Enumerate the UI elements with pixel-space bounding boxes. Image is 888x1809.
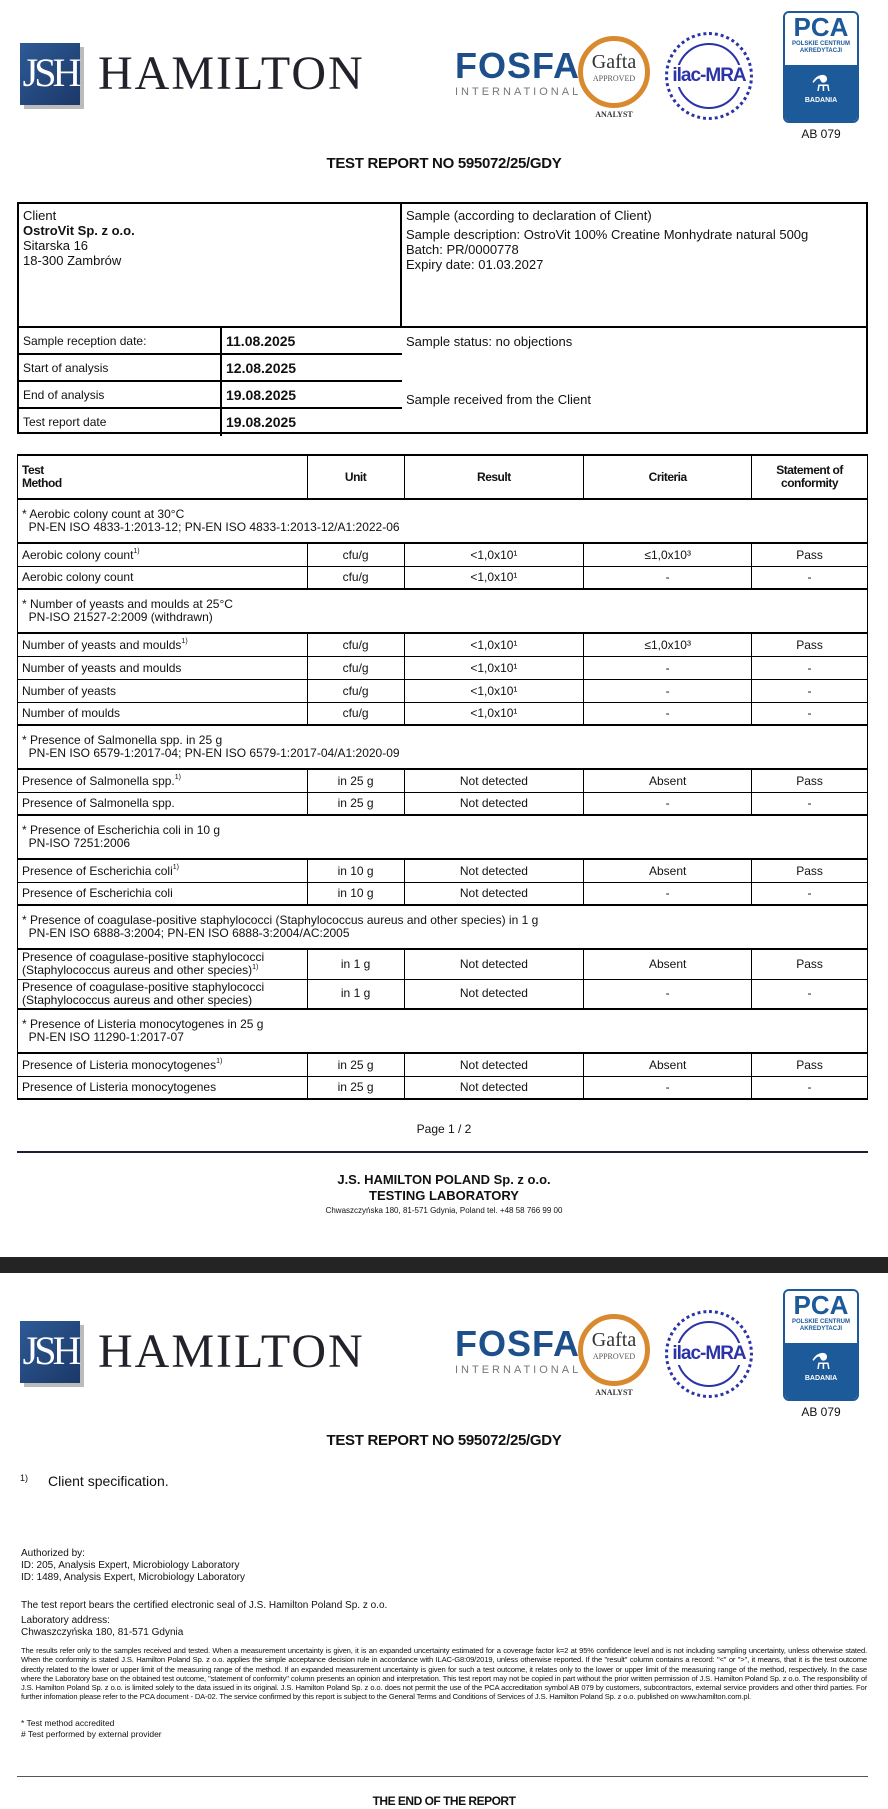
cell-conformity: - <box>752 979 868 1009</box>
cell-result: Not detected <box>404 769 584 792</box>
hamilton-logo-wordmark: HAMILTON <box>98 47 365 100</box>
cell-test: Presence of Salmonella spp. <box>18 792 308 815</box>
pca-code: AB 079 <box>801 1405 841 1419</box>
results-table <box>17 454 868 1100</box>
hamilton-logo-mark: JSH <box>20 43 80 105</box>
cell-criteria: - <box>584 679 752 702</box>
table-row <box>18 702 868 725</box>
pca-code: AB 079 <box>801 127 841 141</box>
cell-criteria: - <box>584 1076 752 1099</box>
method-group-row: * Presence of Salmonella spp. in 25 g PN-EN ISO 6579-1:2017-04; PN-EN ISO 6579-1:2017-04/A1:2020-09 <box>18 725 868 769</box>
cell-unit: in 25 g <box>307 1076 404 1099</box>
cell-result: <1,0x10¹ <box>404 656 584 679</box>
cell-test: Number of yeasts <box>18 679 308 702</box>
cell-conformity: - <box>752 792 868 815</box>
cell-criteria: - <box>584 702 752 725</box>
table-row <box>18 949 868 979</box>
page1-header <box>0 0 888 141</box>
table-row <box>18 769 868 792</box>
cell-result: <1,0x10¹ <box>404 679 584 702</box>
cell-unit: cfu/g <box>307 679 404 702</box>
client-label: Client <box>23 208 57 223</box>
end-of-report: THE END OF THE REPORT <box>372 1794 516 1808</box>
footnote: $^{1)}$ Client specification. <box>20 1473 169 1489</box>
date-row: Start of analysis 12.08.2025 <box>19 355 402 382</box>
table-row <box>18 633 868 656</box>
table-row <box>18 979 868 1009</box>
cell-conformity: - <box>752 882 868 905</box>
report-title: TEST REPORT NO 595072/25/GDY <box>326 155 562 172</box>
cell-result: <1,0x10¹ <box>404 702 584 725</box>
report-title-page2: TEST REPORT NO 595072/25/GDY <box>326 1432 562 1449</box>
pca-accreditation-badge: PCA POLSKIE CENTRUM AKREDYTACJI ⚗ BADANIA <box>783 1289 859 1401</box>
page1-footer <box>0 1172 888 1215</box>
cell-conformity: - <box>752 566 868 589</box>
cell-test: Aerobic colony count <box>18 566 308 589</box>
cell-result: Not detected <box>404 792 584 815</box>
method-group-row: * Presence of Listeria monocytogenes in 25 g PN-EN ISO 11290-1:2017-07 <box>18 1009 868 1053</box>
cell-unit: cfu/g <box>307 656 404 679</box>
cell-unit: cfu/g <box>307 702 404 725</box>
cell-unit: in 10 g <box>307 882 404 905</box>
sample-received: Sample received from the Client <box>406 392 591 407</box>
fosfa-logo: FOSFA INTERNATIONAL <box>455 45 582 98</box>
col-test-method: Test Method <box>18 455 308 499</box>
table-header-row <box>18 455 868 499</box>
client-city: 18-300 Zambrów <box>23 253 122 268</box>
sample-section <box>402 204 866 328</box>
date-row: Sample reception date: 11.08.2025 <box>19 328 402 355</box>
end-divider <box>17 1776 868 1777</box>
cell-result: <1,0x10¹ <box>404 633 584 656</box>
cell-test: Presence of Salmonella spp.$^{1)}$ <box>18 769 308 792</box>
page-separator <box>0 1257 888 1273</box>
footer-company: J.S. HAMILTON POLAND Sp. z o.o. <box>337 1172 551 1187</box>
table-row <box>18 679 868 702</box>
cell-conformity: Pass <box>752 949 868 979</box>
cell-criteria: Absent <box>584 1053 752 1076</box>
hamilton-logo-mark: JSH <box>20 1321 80 1383</box>
table-row <box>18 859 868 882</box>
cell-conformity: Pass <box>752 769 868 792</box>
gafta-approved-badge: Gafta APPROVED <box>578 36 650 108</box>
cell-criteria: ≤1,0x10³ <box>584 543 752 566</box>
cell-result: Not detected <box>404 1053 584 1076</box>
cell-conformity: - <box>752 656 868 679</box>
method-group-row: * Aerobic colony count at 30°C PN-EN ISO 4833-1:2013-12; PN-EN ISO 4833-1:2013-12/A1:2022-06 <box>18 499 868 543</box>
flask-icon: ⚗ <box>811 71 831 96</box>
cell-criteria: Absent <box>584 949 752 979</box>
table-row <box>18 656 868 679</box>
cell-conformity: Pass <box>752 1053 868 1076</box>
cell-test: Presence of Listeria monocytogenes$^{1)}$ <box>18 1053 308 1076</box>
gafta-caption: ANALYST <box>595 1388 633 1397</box>
cell-unit: in 10 g <box>307 859 404 882</box>
cell-criteria: - <box>584 979 752 1009</box>
cell-conformity: - <box>752 679 868 702</box>
cell-result: Not detected <box>404 949 584 979</box>
cell-conformity: Pass <box>752 543 868 566</box>
cell-criteria: Absent <box>584 769 752 792</box>
cell-criteria: ≤1,0x10³ <box>584 633 752 656</box>
cell-conformity: - <box>752 1076 868 1099</box>
flask-icon: ⚗ <box>811 1349 831 1374</box>
client-street: Sitarska 16 <box>23 238 89 253</box>
seal-info: The test report bears the certified electronic seal of J.S. Hamilton Poland Sp. z o.o. Laboratory address: Chwaszczyńska 180, 81-571 Gdynia <box>21 1600 388 1638</box>
cell-unit: cfu/g <box>307 566 404 589</box>
footer-lab: TESTING LABORATORY <box>369 1188 519 1203</box>
cell-criteria: - <box>584 566 752 589</box>
cell-test: Number of moulds <box>18 702 308 725</box>
cell-result: Not detected <box>404 859 584 882</box>
sample-status: Sample status: no objections <box>406 334 573 349</box>
sample-heading: Sample (according to declaration of Client) <box>406 208 652 223</box>
cell-criteria: Absent <box>584 859 752 882</box>
disclaimer-text: The results refer only to the samples received and tested. When a measurement uncertainty is given, it is an expanded uncertainty estimated for a coverage factor k=2 at 95% confidence level and is not including sampling uncertainty, unless otherwise stated. When the conformity is stated J.S. Hamilton Poland Sp. z o.o. applies the simple acceptance decision rule in accordance with ILAC-G8:09/2019, unless otherwise reported. If the "result" column contains a record: "<" or ">", it means, that it is the test outcome directly related to the lower or upper limit of the measuring range of the method. If an expanded measurement uncertainty is given for such a test outcome, it relates only to the lower or upper limit of the measuring range of the method, respectively. In the case where the Laboratory base on the obtained test outcome, "statement of conformity" column presents an opinion and interpretation. This test report may not be copied in part without the prior written permission of J.S. Hamilton Poland Sp. z o.o. The responsibility of J.S. Hamilton Poland Sp. z o.o. is limited solely to the data issued in its original. J.S. Hamilton Poland Sp. z o.o. does not permit the use of the PCA accreditation symbol AB 079 by customers, subcontractors, external service providers and other third parties. For further infomation please refer to the PCA document - DA-02. The service confirmed by this report is subject to the General Terms and Conditions of Services of J.S. Hamilton Poland Sp. z o.o. published on www.hamilton.com.pl. <box>21 1646 867 1702</box>
sample-status-section <box>402 328 866 432</box>
cell-result: <1,0x10¹ <box>404 566 584 589</box>
col-unit: Unit <box>307 455 404 499</box>
pca-accreditation-badge: PCA POLSKIE CENTRUM AKREDYTACJI ⚗ BADANIA <box>783 11 859 123</box>
table-row <box>18 1053 868 1076</box>
table-row <box>18 566 868 589</box>
cell-test: Number of yeasts and moulds$^{1)}$ <box>18 633 308 656</box>
cell-criteria: - <box>584 792 752 815</box>
cell-unit: cfu/g <box>307 633 404 656</box>
col-criteria: Criteria <box>584 455 752 499</box>
client-section <box>19 204 402 328</box>
col-result: Result <box>404 455 584 499</box>
cell-conformity: Pass <box>752 859 868 882</box>
gafta-approved-badge: Gafta APPROVED <box>578 1314 650 1386</box>
col-conformity: Statement of conformity <box>752 455 868 499</box>
footer-divider <box>17 1151 868 1153</box>
cell-test: Aerobic colony count$^{1)}$ <box>18 543 308 566</box>
cell-test: Presence of coagulase-positive staphylococci (Staphylococcus aureus and other species) <box>18 979 308 1009</box>
cell-test: Presence of Listeria monocytogenes <box>18 1076 308 1099</box>
gafta-caption: ANALYST <box>595 110 633 119</box>
sample-expiry: Expiry date: 01.03.2027 <box>406 257 544 272</box>
cell-test: Number of yeasts and moulds <box>18 656 308 679</box>
footer-address: Chwaszczyńska 180, 81-571 Gdynia, Poland tel. +48 58 766 99 00 <box>325 1206 563 1215</box>
method-group-row: * Number of yeasts and moulds at 25°C PN-ISO 21527-2:2009 (withdrawn) <box>18 589 868 633</box>
cell-test: Presence of coagulase-positive staphylococci (Staphylococcus aureus and other species)$^{1)}$ <box>18 949 308 979</box>
cell-result: Not detected <box>404 1076 584 1099</box>
cell-unit: in 25 g <box>307 769 404 792</box>
sample-description: Sample description: OstroVit 100% Creatine Monhydrate natural 500g <box>406 227 809 242</box>
hamilton-logo-wordmark: HAMILTON <box>98 1325 365 1378</box>
cell-test: Presence of Escherichia coli$^{1)}$ <box>18 859 308 882</box>
fosfa-logo: FOSFA INTERNATIONAL <box>455 1323 582 1376</box>
table-row <box>18 543 868 566</box>
method-group-row: * Presence of Escherichia coli in 10 g PN-ISO 7251:2006 <box>18 815 868 859</box>
client-name: OstroVit Sp. z o.o. <box>23 223 135 238</box>
page2-header <box>0 1278 888 1419</box>
legend-notes: * Test method accredited # Test performed by external provider <box>21 1718 162 1739</box>
report-info-box <box>17 202 868 434</box>
cell-conformity: - <box>752 702 868 725</box>
page-number: Page 1 / 2 <box>416 1122 472 1136</box>
ilac-mra-logo: ilac-MRA <box>665 1310 753 1398</box>
cell-test: Presence of Escherichia coli <box>18 882 308 905</box>
ilac-mra-logo: ilac-MRA <box>665 32 753 120</box>
cell-result: Not detected <box>404 979 584 1009</box>
date-row: End of analysis 19.08.2025 <box>19 382 402 409</box>
cell-result: Not detected <box>404 882 584 905</box>
cell-unit: cfu/g <box>307 543 404 566</box>
table-row <box>18 882 868 905</box>
cell-unit: in 1 g <box>307 979 404 1009</box>
cell-unit: in 25 g <box>307 1053 404 1076</box>
table-row <box>18 792 868 815</box>
dates-section <box>19 328 402 436</box>
table-row <box>18 1076 868 1099</box>
method-group-row: * Presence of coagulase-positive staphylococci (Staphylococcus aureus and other species) in 1 g PN-EN ISO 6888-3:2004; PN-EN ISO 6888-3:2004/AC:2005 <box>18 905 868 949</box>
cell-unit: in 25 g <box>307 792 404 815</box>
cell-result: <1,0x10¹ <box>404 543 584 566</box>
cell-criteria: - <box>584 656 752 679</box>
cell-criteria: - <box>584 882 752 905</box>
authorized-by: Authorized by: ID: 205, Analysis Expert, Microbiology Laboratory ID: 1489, Analysis Expert, Microbiology Laboratory <box>21 1548 245 1583</box>
sample-batch: Batch: PR/0000778 <box>406 242 519 257</box>
cell-unit: in 1 g <box>307 949 404 979</box>
cell-conformity: Pass <box>752 633 868 656</box>
date-row: Test report date 19.08.2025 <box>19 409 402 436</box>
